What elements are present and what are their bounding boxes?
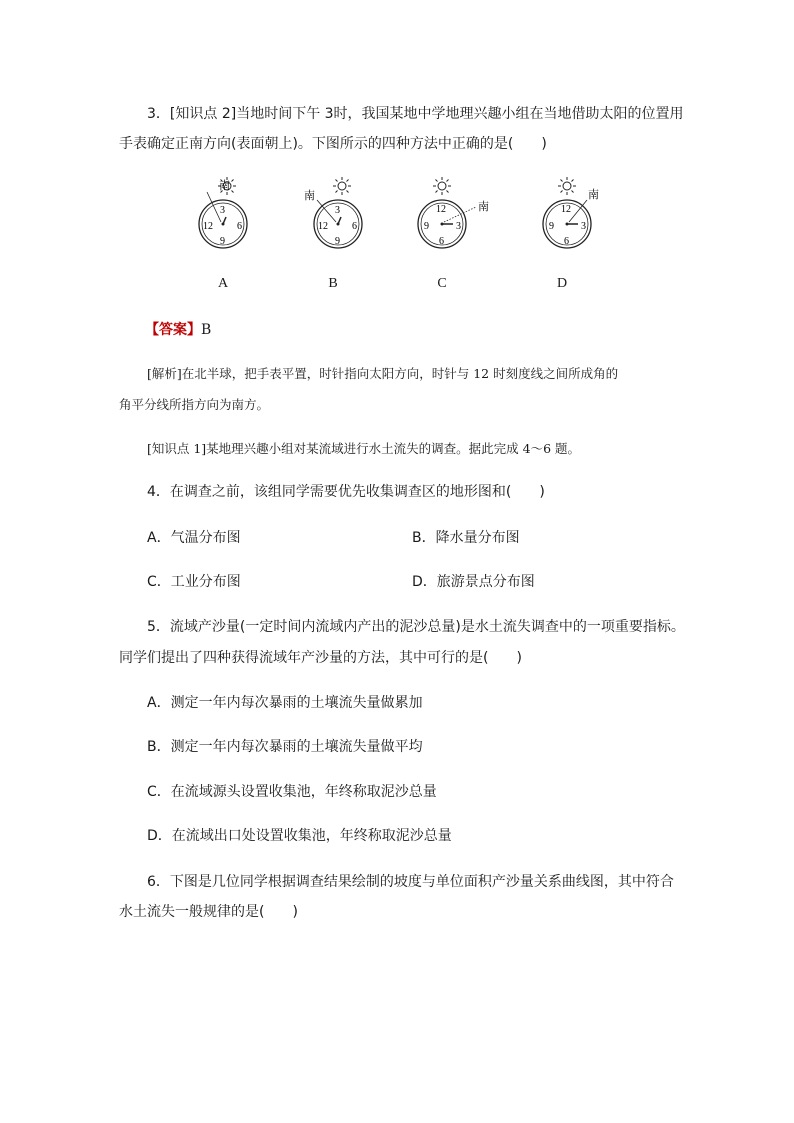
south-label: 南: [219, 180, 230, 192]
q4-option-a: A．气温分布图: [147, 530, 241, 546]
q3-stem-line1: 3．[知识点 2]当地时间下午 3时，我国某地中学地理兴趣小组在当地借助太阳的位置用: [147, 106, 684, 122]
q5-stem-line2: 同学们提出了四种获得流域年产沙量的方法，其中可行的是( ): [119, 650, 522, 666]
answer-value: B: [201, 322, 212, 338]
south-label: 南: [304, 190, 315, 202]
q5-option-d: D．在流域出口处设置收集池，年终称取泥沙总量: [147, 828, 452, 844]
clock-d-number-9: 9: [549, 221, 554, 232]
clock-b-label: B: [328, 276, 338, 291]
clock-c-number-9: 9: [424, 221, 429, 232]
clock-d: [543, 177, 599, 248]
q5-option-b: B．测定一年内每次暴雨的土壤流失量做平均: [147, 739, 423, 755]
q5-option-a: A．测定一年内每次暴雨的土壤流失量做累加: [147, 695, 423, 711]
q5-stem-line1: 5．流域产沙量(一定时间内流域内产出的泥沙总量)是水土流失调查中的一项重要指标。: [147, 619, 685, 635]
clock-d-number-6: 6: [564, 236, 569, 247]
clock-d-number-3: 3: [581, 221, 586, 232]
clock-a-number-6: 6: [237, 221, 242, 232]
q4-option-c: C．工业分布图: [147, 574, 241, 590]
clock-c: [418, 177, 489, 248]
clock-b-number-3: 3: [335, 205, 340, 216]
clock-c-number-3: 3: [456, 221, 461, 232]
clock-figures: [0, 172, 794, 262]
q4-stem: 4．在调查之前，该组同学需要优先收集调查区的地形图和( ): [147, 484, 545, 500]
q3-stem-line2: 手表确定正南方向(表面朝上)。下图所示的四种方法中正确的是( ): [119, 136, 547, 152]
sun-icon: [333, 177, 351, 195]
clock-b-number-12: 12: [318, 221, 328, 232]
clock-b-number-6: 6: [352, 221, 357, 232]
clock-a-label: A: [217, 276, 229, 291]
clock-c-number-12: 12: [436, 204, 446, 215]
clock-a-number-9: 9: [220, 236, 225, 247]
q4-option-b: B．降水量分布图: [412, 530, 520, 546]
clock-c-number-6: 6: [439, 236, 444, 247]
section-intro: [知识点 1]某地理兴趣小组对某流域进行水土流失的调查。据此完成 4～6 题。: [147, 441, 581, 456]
clock-d-label: D: [556, 276, 568, 291]
clock-b: [304, 177, 362, 248]
clock-a-number-12: 12: [203, 221, 213, 232]
analysis-line2: 角平分线所指方向为南方。: [119, 397, 270, 412]
analysis-line1: [解析]在北半球，把手表平置，时针指向太阳方向，时针与 12 时刻度线之间所成角的: [147, 366, 619, 381]
q5-option-c: C．在流域源头设置收集池，年终称取泥沙总量: [147, 784, 437, 800]
answer-line: [145, 320, 211, 340]
q4-option-d: D．旅游景点分布图: [412, 574, 535, 590]
sun-icon: [558, 177, 576, 195]
sun-icon: [433, 177, 451, 195]
clock-c-label: C: [437, 276, 447, 291]
answer-tag: 【答案】: [145, 322, 201, 338]
clock-d-number-12: 12: [561, 204, 571, 215]
south-label: 南: [478, 201, 489, 213]
clock-a-number-3: 3: [220, 205, 225, 216]
clock-b-number-9: 9: [335, 236, 340, 247]
q6-stem-line1: 6．下图是几位同学根据调查结果绘制的坡度与单位面积产沙量关系曲线图，其中符合: [147, 874, 674, 890]
south-label: 南: [588, 189, 599, 201]
clock-a: [199, 177, 247, 248]
q6-stem-line2: 水土流失一般规律的是( ): [119, 904, 298, 920]
